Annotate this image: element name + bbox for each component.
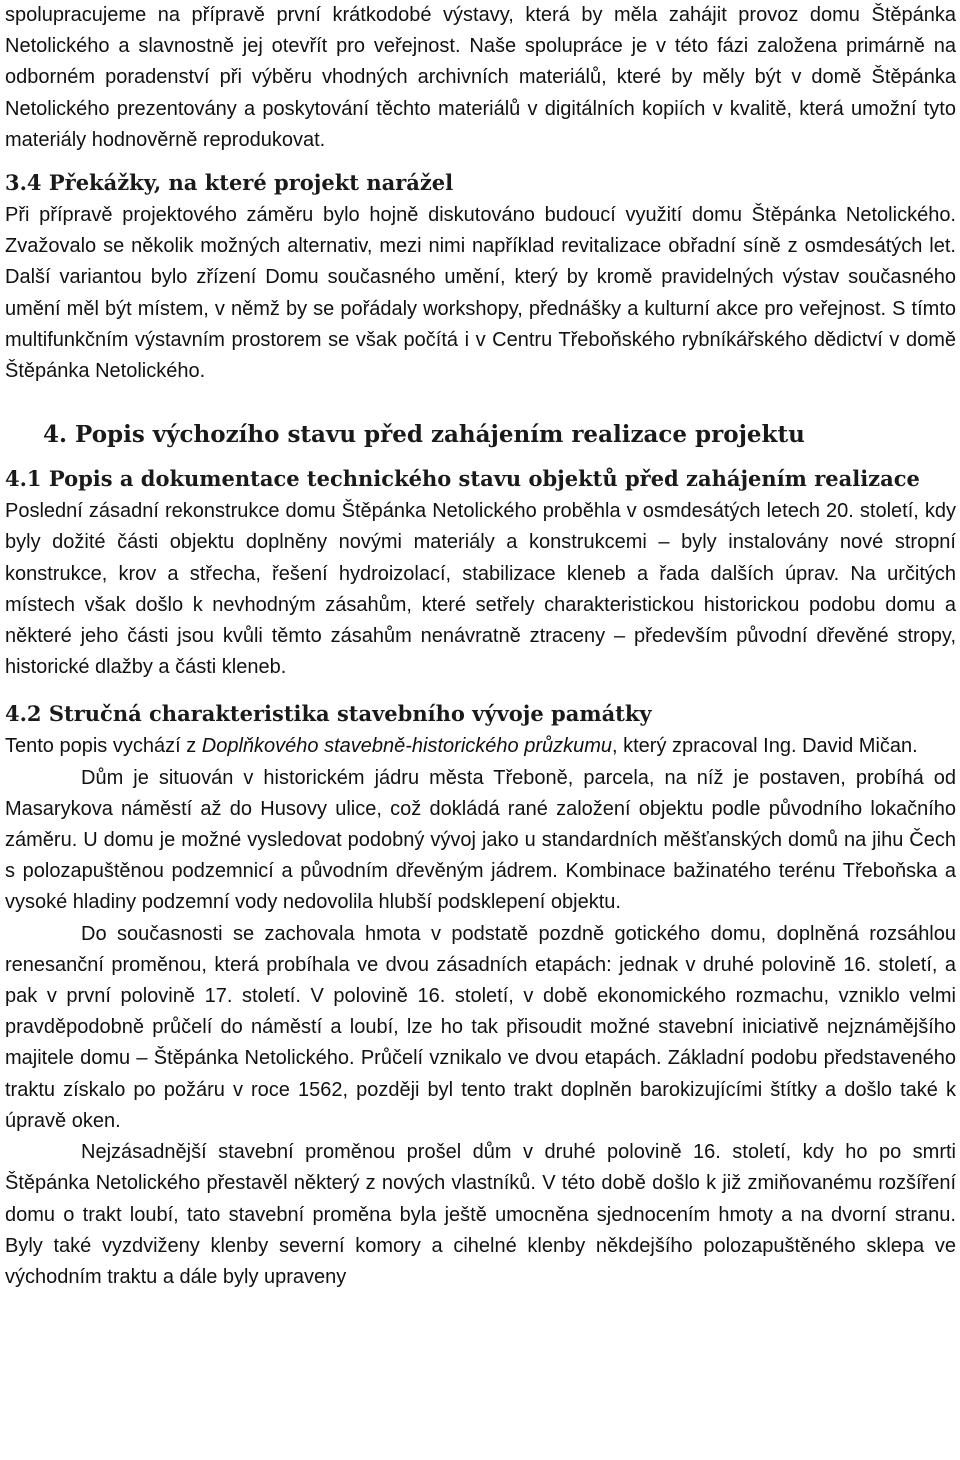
section-4-2-paragraph-1: Dům je situován v historickém jádru města Třeboně, parcela, na níž je postaven, probíhá od Masarykova náměstí až do Husovy ulice, což dokládá rané založení objektu podle původního lokačního záměru. U domu je možné vysledovat podobný vývoj jako u standardních měšťanských domů na jihu Čech s polozapuštěnou podzemnicí a původním dřevěným jádrem. Kombinace bažinatého terénu Třeboňska a vysoké hladiny podzemní vody nedovolila hlubší podsklepení objektu. [5, 766, 956, 914]
section-4-heading: 4. Popis výchozího stavu před zahájením realizace projektu [43, 421, 805, 449]
source-intro-text: Tento popis vychází z [5, 735, 202, 758]
section-4-2-heading: 4.2 Stručná charakteristika stavebního vývoje památky [5, 701, 652, 727]
section-4-2-source-paragraph [5, 731, 956, 762]
section-3-4-heading: 3.4 Překážky, na které projekt narážel [5, 170, 454, 196]
document-page [5, 0, 956, 1293]
section-4-2-paragraph-3: Nejzásadnější stavební proměnou prošel dům v druhé polovině 16. století, kdy ho po smrti Štěpánka Netolického přestavěl některý z nových vlastníků. V této době došlo k již zmiňovanému rozšíření domu o trakt loubí, tato stavební proměna byla ještě umocněna sjednocením hmoty a na dvorní stranu. Byly také vyzdviženy klenby severní komory a cihelné klenby někdejšího polozapuštěného sklepa ve východním traktu a dále byly upraveny [5, 1141, 956, 1288]
source-author-text: , který zpracoval Ing. David Mičan. [612, 735, 918, 758]
intro-paragraph: spolupracujeme na přípravě první krátkodobé výstavy, která by měla zahájit provoz domu Štěpánka Netolického a slavnostně jej otevřít pro veřejnost. Naše spolupráce je v této fázi založena primárně na odborném poradenství při výběru vhodných archivních materiálů, které by měly být v domě Štěpánka Netolického prezentovány a poskytování těchto materiálů v digitálních kopiích v kvalitě, která umožní tyto materiály hodnověrně reprodukovat. [5, 4, 956, 151]
section-4-1-paragraph: Poslední zásadní rekonstrukce domu Štěpánka Netolického proběhla v osmdesátých letech 20. století, kdy byly dožité části objektu doplněny novými materiály a konstrukcemi – byly instalovány nové stropní konstrukce, krov a střecha, řešení hydroizolací, stabilizace kleneb a řada dalších úprav. Na určitých místech však došlo k nevhodným zásahům, které setřely charakteristickou historickou podobu domu a některé jeho části jsou kvůli těmto zásahům nenávratně ztraceny – především původní dřevěné stropy, historické dlažby a části kleneb. [5, 500, 956, 679]
source-title: Doplňkového stavebně-historického průzkumu [201, 735, 613, 758]
section-4-2-paragraph-2: Do současnosti se zachovala hmota v podstatě pozdně gotického domu, doplněná rozsáhlou renesanční proměnou, která probíhala ve dvou zásadních etapách: jednak v druhé polovině 16. století, a pak v první polovině 17. století. V polovině 16. století, v době ekonomického rozmachu, vzniklo velmi pravděpodobně průčelí do náměstí a loubí, lze ho tak přisoudit možné stavební iniciativě nejznámějšího majitele domu – Štěpánka Netolického. Průčelí vznikalo ve dvou etapách. Základní podobu představeného traktu získalo po požáru v roce 1562, později byl tento trakt doplněn barokizujícími štítky a došlo také k úpravě oken. [5, 922, 956, 1132]
section-4-1-heading: 4.1 Popis a dokumentace technického stavu objektů před zahájením realizace [5, 466, 920, 492]
section-3-4-paragraph: Při přípravě projektového záměru bylo hojně diskutováno budoucí využití domu Štěpánka Netolického. Zvažovalo se několik možných alternativ, mezi nimi například revitalizace obřadní síně z osmdesátých let. Další variantou bylo zřízení Domu současného umění, který by kromě pravidelných výstav současného umění měl být místem, v němž by se pořádaly workshopy, přednášky a kulturní akce pro veřejnost. S tímto multifunkčním výstavním prostorem se však počítá i v Centru Třeboňského rybníkářského dědictví v domě Štěpánka Netolického. [5, 204, 956, 383]
